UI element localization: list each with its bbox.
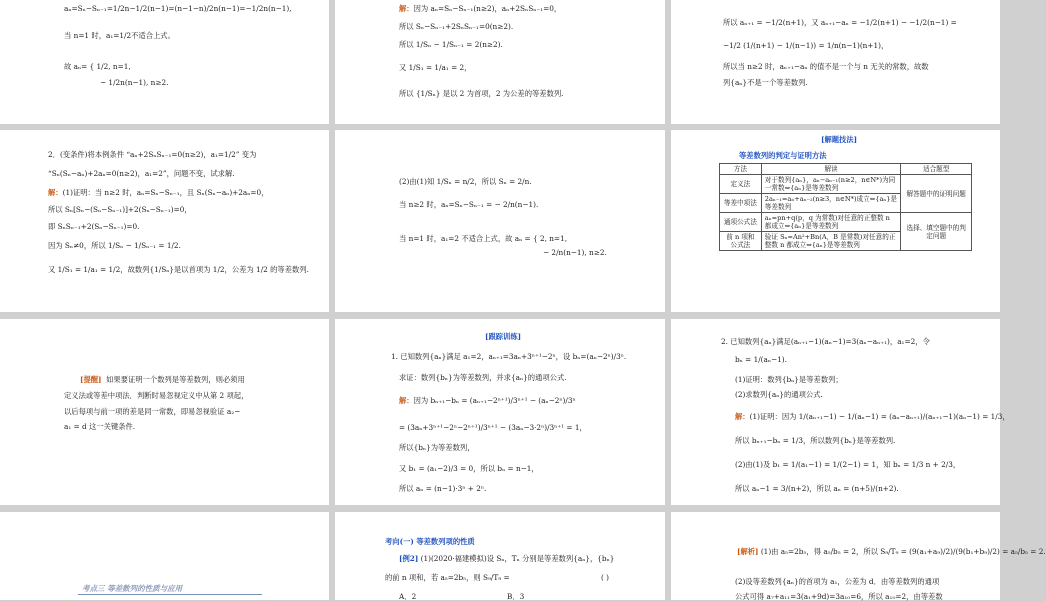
text-line: 又 1/S₁ = 1/a₁ = 2，: [399, 63, 472, 72]
text-line: 又 1/S₁ = 1/a₁ = 1/2，故数列{1/Sₙ}是以首项为 1/2，公差为 1/2 的等差数列.: [48, 265, 309, 274]
method-name: 定义法: [720, 175, 762, 194]
reminder-label: [提醒]: [80, 375, 102, 384]
method-desc: 2aₙ₋₁=aₙ+aₙ₋₂(n≥3，n∈N*)成立⇔{aₙ}是等差数列: [761, 194, 901, 213]
method-desc: 对于数列{aₙ}，aₙ−aₙ₋₁(n≥2，n∈N*)为同一常数⇔{aₙ}是等差数列: [761, 175, 901, 194]
table-header-desc: 解读: [761, 164, 901, 175]
slide-1[interactable]: [0, 0, 329, 124]
slide-12[interactable]: [671, 512, 1046, 601]
solution-text: 因为 aₙ=Sₙ−Sₙ₋₁(n≥2)，aₙ+2SₙSₙ₋₁=0，: [413, 4, 562, 13]
text-line: 当 n=1 时，a₁=1/2不适合上式。: [64, 31, 175, 40]
method-type: 解答题中的证明问题: [901, 175, 972, 213]
slide-5[interactable]: [335, 130, 665, 312]
problem-line: 2. 已知数列{aₙ}满足(aₙ₊₁−1)(aₙ−1)=3(aₙ−aₙ₊₁)，a₁=2，令: [721, 337, 930, 346]
solution-label: 解：: [48, 188, 63, 197]
formula-piecewise: − 1/2n(n−1), n≥2.: [100, 78, 169, 87]
text-line: a₁ = d 这一关键条件.: [64, 422, 136, 431]
text-line: 列{aₙ}不是一个等差数列.: [723, 78, 808, 87]
slide-2[interactable]: [335, 0, 665, 124]
section-header: [跟踪训练]: [485, 332, 522, 341]
text-line: 以后每项与前一项的差是同一常数，即易忽视验证 a₂−: [64, 407, 241, 416]
table-title: 等差数列的判定与证明方法: [739, 151, 827, 160]
problem-line: bₙ = 1/(aₙ−1).: [735, 355, 787, 364]
analysis-label: [解析]: [737, 547, 759, 556]
formula-an: aₙ=Sₙ−Sₙ₋₁=1/2n−1/2(n−1)=(n−1−n)/2n(n−1)=−1/2n(n−1),: [64, 4, 292, 13]
solution-line: [735, 412, 1010, 421]
example-label: [例2]: [399, 554, 419, 563]
text-line: 所以 aₙ−1 = 3/(n+2)，所以 aₙ = (n+5)/(n+2).: [735, 484, 899, 493]
method-desc: 验证 Sₙ=An²+Bn(A，B 是常数)对任意的正整数 n 都成立⇔{aₙ}是等差数列: [761, 232, 901, 251]
slide-6[interactable]: [671, 130, 1000, 312]
text-line: (2)由(1)及 b₁ = 1/(a₁−1) = 1/(2−1) = 1，知 bₙ = 1/3 n + 2/3，: [735, 460, 961, 469]
text-line: 所以当 n≥2 时，aₙ₊₁−aₙ 的值不是一个与 n 无关的常数，故数: [723, 62, 929, 71]
text-line: 因为 Sₙ≠0，所以 1/Sₙ − 1/Sₙ₋₁ = 1/2.: [48, 241, 181, 250]
solution-text: (1)证明：当 n≥2 时，aₙ=Sₙ−Sₙ₋₁，且 Sₙ(Sₙ−aₙ)+2aₙ=0，: [62, 188, 269, 197]
text-line: 当 n≥2 时，aₙ=Sₙ−Sₙ₋₁ = − 2/n(n−1).: [399, 200, 539, 209]
text-line: 所以 Sₙ[Sₙ−(Sₙ−Sₙ₋₁)]+2(Sₙ−Sₙ₋₁)=0，: [48, 205, 192, 214]
solution-label: 解：: [735, 412, 750, 421]
method-type: 选择、填空题中的判定问题: [901, 213, 972, 251]
text-line: 所以 aₙ₊₁ = −1/2(n+1)，又 aₙ₊₁−aₙ = −1/2(n+1) − −1/2(n−1) =: [723, 18, 957, 27]
text-line: − 2/n(n−1), n≥2.: [543, 248, 607, 257]
reminder-line: [80, 375, 245, 384]
method-name: 通项公式法: [720, 213, 762, 232]
text-line: 定义法或等差中项法．判断时易忽视定义中从第 2 项起，: [64, 391, 249, 400]
slide-7[interactable]: [0, 319, 329, 505]
text-line: 又 b₁ = (a₁−2)/3 = 0，所以 bₙ = n−1，: [399, 464, 539, 473]
text-line: (1)证明：数列{bₙ}是等差数列；: [735, 375, 843, 384]
text-line: 所以{bₙ}为等差数列，: [399, 443, 475, 452]
solution-text: (1)证明：因为 1/(aₙ₊₁−1) − 1/(aₙ−1) = (aₙ−aₙ₊₁)/(aₙ₊₁−1)(aₙ−1) = 1/3，: [749, 412, 1010, 421]
method-table: [719, 163, 972, 251]
solution-line: [399, 396, 576, 405]
slide-10[interactable]: [0, 512, 329, 600]
example-text: (1)(2020·福建模拟)设 Sₙ，Tₙ 分别是等差数列{aₙ}，{bₙ}: [420, 554, 615, 563]
text-line: (2)求数列{aₙ}的通项公式.: [735, 390, 823, 399]
section-header: 考向(一) 等差数列项的性质: [385, 537, 475, 546]
problem-line: 2．(变条件)将本例条件 “aₙ+2SₙSₙ₋₁=0(n≥2)，a₁=1/2” 变为: [48, 150, 257, 159]
text-line: 所以 aₙ = (n−1)·3ⁿ + 2ⁿ.: [399, 484, 487, 493]
text-line: −1/2 (1/(n+1) − 1/(n−1)) = 1/n(n−1)(n+1)，: [723, 41, 889, 50]
slide-4[interactable]: [0, 130, 329, 312]
solution-label: 解：: [399, 396, 414, 405]
answer-paren: ( ): [601, 573, 610, 582]
option-b[interactable]: B．3: [507, 592, 525, 601]
section-title: 考点三 等差数列的性质与应用: [82, 584, 183, 593]
text-line: 公式可得 a₇+a₁₁=3(a₁+9d)=3a₁₀=6，所以 a₁₀=2，由等差数: [735, 592, 943, 601]
text-line: = (3aₙ+3ⁿ⁺¹−2ⁿ−2ⁿ⁺¹)/3ⁿ⁺¹ − (3aₙ−3·2ⁿ)/3ⁿ⁺¹ = 1，: [399, 423, 587, 432]
example-line: [399, 554, 614, 563]
option-a[interactable]: A．2: [399, 592, 417, 601]
problem-line: 求证：数列{bₙ}为等差数列，并求{aₙ}的通项公式.: [399, 373, 567, 382]
table-header-method: 方法: [720, 164, 762, 175]
text-line: 当 n=1 时，a₁=2 不适合上式，故 aₙ = { 2, n=1,: [399, 234, 568, 243]
solution-label: 解：: [399, 4, 414, 13]
slide-8[interactable]: [335, 319, 665, 505]
problem-line: “Sₙ(Sₙ−aₙ)+2aₙ=0(n≥2)，a₁=2”，问题不变，试求解.: [48, 169, 235, 178]
text-line: (2)由(1)知 1/Sₙ = n/2，所以 Sₙ = 2/n.: [399, 177, 532, 186]
slide-9[interactable]: [671, 319, 1010, 505]
text-line: (2)设等差数列{aₙ}的首项为 a₁，公差为 d．由等差数列的通项: [735, 577, 940, 586]
text-line: 所以 {1/Sₙ} 是以 2 为首项，2 为公差的等差数列.: [399, 89, 564, 98]
text-line: 所以 Sₙ−Sₙ₋₁+2SₙSₙ₋₁=0(n≥2).: [399, 22, 514, 31]
analysis-text: (1)由 a₅=2b₅，得 a₅/b₅ = 2，所以 S₉/T₉ = (9(a₁+a₉)/2)/(9(b₁+b₉)/2) = a₅/b₅ = 2.: [760, 547, 1046, 556]
solution-line: [48, 188, 268, 197]
table-header-type: 适合题型: [901, 164, 972, 175]
solution-text: 因为 bₙ₊₁−bₙ = (aₙ₊₁−2ⁿ⁺¹)/3ⁿ⁺¹ − (aₙ−2ⁿ)/3ⁿ: [413, 396, 576, 405]
table-row: [720, 213, 972, 232]
text-line: 所以 bₙ₊₁−bₙ = 1/3，所以数列{bₙ}是等差数列.: [735, 436, 896, 445]
table-row: [720, 164, 972, 175]
method-name: 前 n 项和公式法: [720, 232, 762, 251]
method-name: 等差中项法: [720, 194, 762, 213]
solution-line: [399, 4, 561, 13]
slide-3[interactable]: [671, 0, 1000, 124]
example-line: 的前 n 项和，若 a₅=2b₅，则 S₉/T₉ =: [385, 573, 510, 582]
table-row: [720, 175, 972, 194]
method-desc: aₙ=pn+q(p，q 为常数)对任意的正整数 n 都成立⇔{aₙ}是等差数列: [761, 213, 901, 232]
problem-line: 1. 已知数列{aₙ}满足 a₁=2，aₙ₊₁=3aₙ+3ⁿ⁺¹−2ⁿ，设 bₙ=(aₙ−2ⁿ)/3ⁿ.: [391, 352, 627, 361]
slide-11[interactable]: [335, 512, 665, 600]
reminder-text: 如果要证明一个数列是等差数列，则必须用: [106, 375, 245, 384]
text-line: 所以 1/Sₙ − 1/Sₙ₋₁ = 2(n≥2).: [399, 40, 503, 49]
text-line: 即 SₙSₙ₋₁+2(Sₙ−Sₙ₋₁)=0.: [48, 222, 140, 231]
formula-piecewise: 故 aₙ= { 1/2, n=1,: [64, 62, 131, 71]
analysis-line: [737, 547, 1046, 556]
title-underline: [78, 594, 262, 595]
section-header: [解题技法]: [821, 135, 858, 144]
